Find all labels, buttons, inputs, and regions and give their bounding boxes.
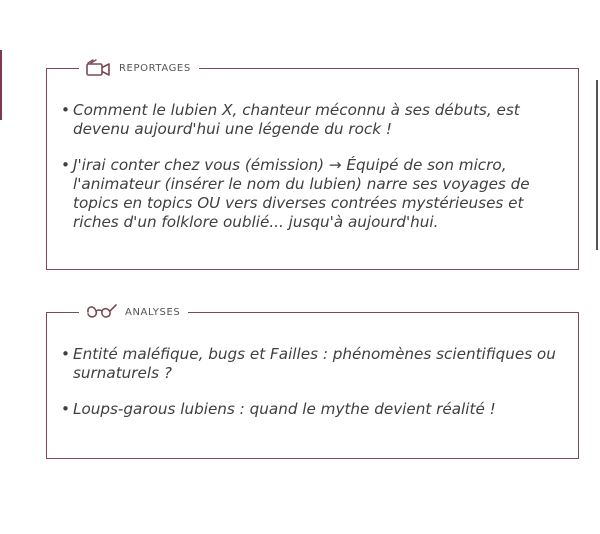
reportages-section (46, 62, 579, 270)
analyses-header (79, 300, 188, 324)
right-edge-decoration (596, 80, 598, 250)
eyeglasses-icon (85, 302, 119, 322)
reportages-title: REPORTAGES (119, 62, 191, 74)
analyses-section (46, 306, 579, 459)
list-item: • Loups-garous lubiens : quand le mythe devient réalité ! (61, 400, 568, 419)
list-item: • Entité maléfique, bugs et Failles : phénomènes scientifiques ou surnaturels ? (61, 345, 568, 383)
analyses-list (61, 345, 568, 436)
left-edge-decoration (0, 50, 2, 120)
reportages-header (79, 56, 199, 80)
video-camera-icon (85, 58, 113, 78)
analyses-title: ANALYSES (125, 306, 181, 318)
list-item: • Comment le lubien X, chanteur méconnu à ses débuts, est devenu aujourd'hui une légende du rock ! (61, 101, 568, 139)
list-item: • J'irai conter chez vous (émission) → Équipé de son micro, l'animateur (insérer le nom du lubien) narre ses voyages de topics en topics OU vers diverses contrées mystérieuses et riches d'un folklore oublié... jusqu'à aujourd'hui. (61, 156, 568, 232)
reportages-list (61, 101, 568, 249)
